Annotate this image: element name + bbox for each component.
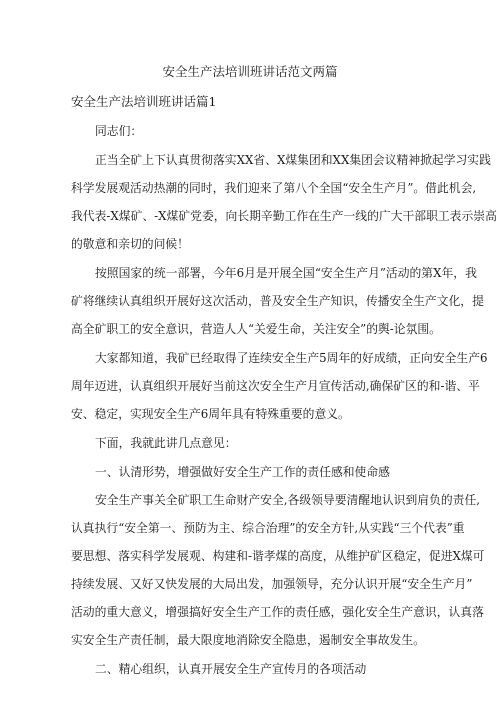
body-line: 的敬意和亲切的问候！ xyxy=(71,237,189,251)
body-line: 持续发展、又好又快发展的大局出发，加强领导，充分认识开展“安全生产月” xyxy=(71,577,473,591)
body-line: 活动的重大意义，增强搞好安全生产工作的责任感，强化安全生产意识，认真落 xyxy=(71,605,484,619)
body-line: 安全生产事关全矿职工生命财产安全,各级领导要清醒地认识到肩负的责任, xyxy=(95,493,481,507)
salutation-line: 同志们： xyxy=(95,124,143,138)
body-line: 大家都知道，我矿已经取得了连续安全生产5周年的好成绩，正向安全生产6 xyxy=(95,351,488,365)
body-line: 正当全矿上下认真贯彻落实XX省、X煤集团和XX集团会议精神掀起学习实践 xyxy=(95,153,491,167)
body-line: 周年迈进，认真组织开展好当前这次安全生产月宣传活动,确保矿区的和-谐、平 xyxy=(71,379,480,393)
body-line: 按照国家的统一部署，今年6月是开展全国“安全生产月”活动的第X年，我 xyxy=(95,266,477,280)
body-line: 安、稳定，实现安全生产6周年具有特殊重要的意义。 xyxy=(71,407,350,421)
body-line: 我代表-X煤矿、-X煤矿党委，向长期辛勤工作在生产一线的广大干部职工表示崇高 xyxy=(71,209,497,223)
document-title: 安全生产法培训班讲话范文两篇 xyxy=(162,64,338,79)
body-line: 矿将继续认真组织开展好这次活动，普及安全生产知识，传播安全生产文化，提 xyxy=(71,294,484,308)
section-heading: 二、精心组织，认真开展安全生产宣传月的各项活动 xyxy=(95,662,367,676)
document-subtitle: 安全生产法培训班讲话篇1 xyxy=(71,94,217,109)
section-heading: 一、认清形势，增强做好安全生产工作的责任感和使命感 xyxy=(95,465,390,479)
body-line: 科学发展观活动热潮的同时，我们迎来了第八个全国“安全生产月”。借此机会, xyxy=(71,181,477,195)
body-line: 高全矿职工的安全意识，营造人人“关爱生命，关注安全”的舆-论氛围。 xyxy=(71,322,441,336)
body-line: 要思想、落实科学发展观、构建和-谐孝煤的高度，从维护矿区稳定，促进X煤可 xyxy=(71,549,485,563)
body-line: 认真执行“安全第一、预防为主、综合治理”的安全方针,从实践“三个代表”重 xyxy=(71,521,465,535)
body-line: 下面，我就此讲几点意见： xyxy=(95,436,237,450)
body-line: 实安全生产责任制，最大限度地消除安全隐患，遏制安全事故发生。 xyxy=(71,633,425,647)
